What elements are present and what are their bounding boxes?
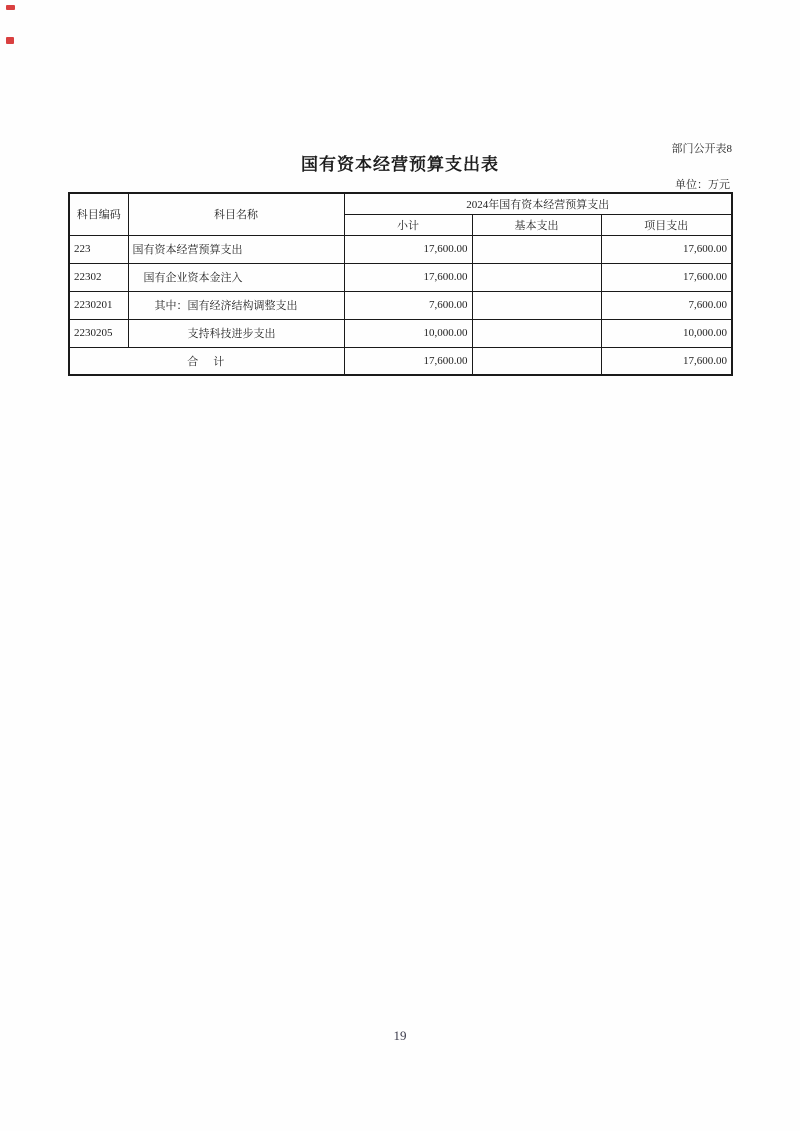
corner-table-label: 部门公开表8 [671, 143, 732, 155]
cell-project: 17,600.00 [601, 263, 732, 291]
table-header-row-1 [69, 193, 732, 214]
table-row [69, 263, 732, 291]
cell-total-subtotal: 17,600.00 [344, 347, 472, 375]
column-header-project: 项目支出 [601, 214, 732, 235]
cell-total-project: 17,600.00 [601, 347, 732, 375]
red-annotation-mark [6, 37, 14, 44]
table-row [69, 291, 732, 319]
cell-project: 17,600.00 [601, 235, 732, 263]
column-header-subtotal: 小计 [344, 214, 472, 235]
column-header-basic: 基本支出 [472, 214, 601, 235]
cell-subject-name: 其中：国有经济结构调整支出 [128, 291, 344, 319]
cell-subject-name: 国有资本经营预算支出 [128, 235, 344, 263]
page-title: 国有资本经营预算支出表 [301, 155, 499, 174]
cell-subject-code: 223 [69, 235, 128, 263]
cell-subject-name: 支持科技进步支出 [128, 319, 344, 347]
cell-project: 10,000.00 [601, 319, 732, 347]
cell-total-basic [472, 347, 601, 375]
cell-subject-code: 2230201 [69, 291, 128, 319]
cell-subtotal: 17,600.00 [344, 235, 472, 263]
table-total-row [69, 347, 732, 375]
cell-total-label: 合 计 [69, 347, 344, 375]
cell-subtotal: 17,600.00 [344, 263, 472, 291]
cell-basic [472, 319, 601, 347]
column-header-group: 2024年国有资本经营预算支出 [344, 193, 732, 214]
cell-project: 7,600.00 [601, 291, 732, 319]
table-row [69, 319, 732, 347]
budget-expenditure-table [68, 192, 733, 376]
cell-subject-code: 2230205 [69, 319, 128, 347]
cell-subtotal: 10,000.00 [344, 319, 472, 347]
page-number: 19 [393, 1028, 407, 1043]
red-annotation-mark [6, 5, 15, 10]
cell-subject-code: 22302 [69, 263, 128, 291]
cell-basic [472, 235, 601, 263]
column-header-name: 科目名称 [128, 193, 344, 235]
column-header-code: 科目编码 [69, 193, 128, 235]
cell-basic [472, 291, 601, 319]
cell-subject-name: 国有企业资本金注入 [128, 263, 344, 291]
unit-note: 单位：万元 [675, 179, 730, 191]
table-row [69, 235, 732, 263]
cell-subtotal: 7,600.00 [344, 291, 472, 319]
cell-basic [472, 263, 601, 291]
